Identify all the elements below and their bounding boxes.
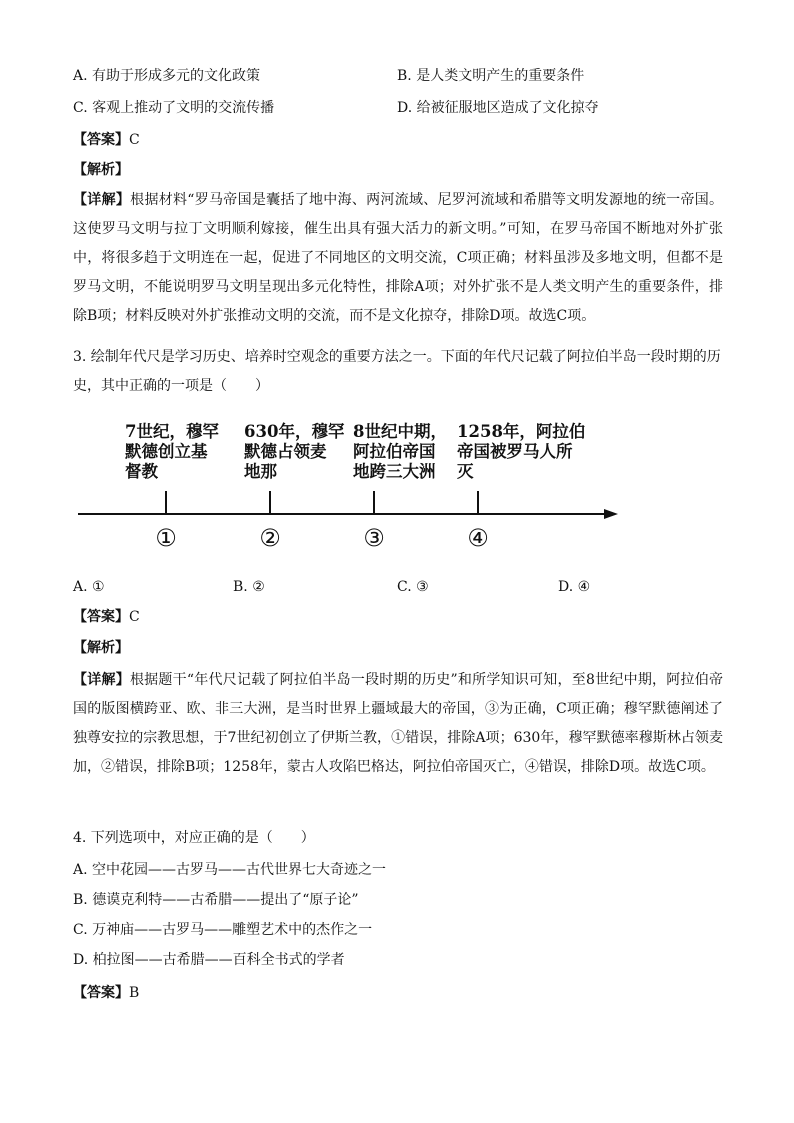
timeline-marker: ④ bbox=[467, 524, 489, 552]
answer-tag: 【答案】 bbox=[73, 985, 129, 1001]
timeline-event-label: 地那 bbox=[244, 462, 277, 481]
q4-option-b: B. 德谟克利特——古希腊——提出了“原子论” bbox=[73, 892, 359, 908]
q3-stem-line2: 史，其中正确的一项是（ ） bbox=[73, 378, 269, 394]
q3-option-b: B. ② bbox=[233, 579, 265, 595]
answer-tag: 【答案】 bbox=[73, 132, 129, 148]
q2-option-c: C. 客观上推动了文明的交流传播 bbox=[73, 100, 275, 116]
q3-answer bbox=[73, 607, 140, 627]
q4-option-a: A. 空中花园——古罗马——古代世界七大奇迹之一 bbox=[73, 862, 387, 878]
analysis-title: 解析 bbox=[87, 162, 115, 178]
q2-option-d: D. 给被征服地区造成了文化掠夺 bbox=[397, 100, 599, 116]
detail-text: 根据材料“罗马帝国是囊括了地中海、两河流域、尼罗河流域和希腊等文明发源地的统一帝国。这使罗马文明与拉丁文明顺利嫁接，催生出具有强大活力的新文明。”可知，在罗马帝国不断地对外扩张中，将很多趋于文明连在一起，促进了不同地区的文明交流，C项正确；材料虽涉及多地文明，但都不是罗马文明，不能说明罗马文明呈现出多元化特性，排除A项；对外扩张不是人类文明产生的重要条件，排除B项；材料反映对外扩张推动文明的交流，而不是文化掠夺，排除D项。故选C项。 bbox=[73, 192, 724, 324]
q3-option-c: C. ③ bbox=[397, 579, 429, 595]
timeline-event-label: 7世纪，穆罕 bbox=[125, 422, 219, 441]
timeline-figure bbox=[70, 410, 630, 560]
analysis-title: 解析 bbox=[87, 640, 115, 656]
timeline-event-label: 1258年，阿拉伯 bbox=[457, 422, 586, 441]
q2-option-b: B. 是人类文明产生的重要条件 bbox=[397, 68, 585, 84]
q2-analysis-heading: 【解析】 bbox=[73, 162, 129, 178]
timeline-event-label: 地跨三大洲 bbox=[353, 462, 436, 481]
timeline-marker: ① bbox=[155, 524, 177, 552]
timeline-events bbox=[124, 421, 585, 552]
answer-value: C bbox=[129, 609, 140, 625]
q2-answer bbox=[73, 130, 140, 150]
q3-analysis-heading: 【解析】 bbox=[73, 640, 129, 656]
q2-detail bbox=[73, 186, 723, 331]
timeline-marker: ② bbox=[259, 524, 281, 552]
detail-tag: 【详解】 bbox=[73, 192, 131, 208]
q4-answer bbox=[73, 983, 139, 1003]
q4-option-c: C. 万神庙——古罗马——雕塑艺术中的杰作之一 bbox=[73, 922, 373, 938]
answer-value: B bbox=[129, 985, 140, 1001]
timeline-event-label: 默德创立基 bbox=[125, 442, 208, 461]
q2-option-a: A. 有助于形成多元的文化政策 bbox=[73, 68, 261, 84]
q3-stem-line1: 3. 绘制年代尺是学习历史、培养时空观念的重要方法之一。下面的年代尺记载了阿拉伯半岛一段时期的历 bbox=[73, 349, 721, 365]
answer-tag: 【答案】 bbox=[73, 609, 129, 625]
timeline-event-label: 阿拉伯帝国 bbox=[353, 442, 436, 461]
q3-option-a: A. ① bbox=[73, 579, 105, 595]
timeline-event-label: 督教 bbox=[125, 462, 158, 481]
timeline-event-label: 灭 bbox=[457, 462, 474, 481]
timeline-event-label: 默德占领麦 bbox=[244, 442, 327, 461]
q4-stem: 4. 下列选项中，对应正确的是（ ） bbox=[73, 830, 315, 846]
q4-option-d: D. 柏拉图——古希腊——百科全书式的学者 bbox=[73, 952, 345, 968]
q3-option-d: D. ④ bbox=[558, 579, 591, 595]
timeline-event-label: 帝国被罗马人所 bbox=[457, 442, 573, 461]
timeline-event-label: 8世纪中期， bbox=[353, 422, 447, 441]
timeline-event-label: 630年，穆罕 bbox=[244, 422, 345, 441]
detail-text: 根据题干“年代尺记载了阿拉伯半岛一段时期的历史”和所学知识可知，至8世纪中期，阿拉伯帝国的版图横跨亚、欧、非三大洲，是当时世界上疆域最大的帝国，③为正确，C项正确；穆罕默德阐述了独尊安拉的宗教思想，于7世纪初创立了伊斯兰教，①错误，排除A项；630年，穆罕默德率穆斯林占领麦加，②错误，排除B项；1258年，蒙古人攻陷巴格达，阿拉伯帝国灭亡，④错误，排除D项。故选C项。 bbox=[73, 672, 723, 775]
timeline-marker: ③ bbox=[363, 524, 385, 552]
detail-tag: 【详解】 bbox=[73, 672, 130, 688]
q3-detail bbox=[73, 666, 723, 782]
timeline-arrow-icon bbox=[604, 509, 618, 519]
answer-value: C bbox=[129, 132, 140, 148]
